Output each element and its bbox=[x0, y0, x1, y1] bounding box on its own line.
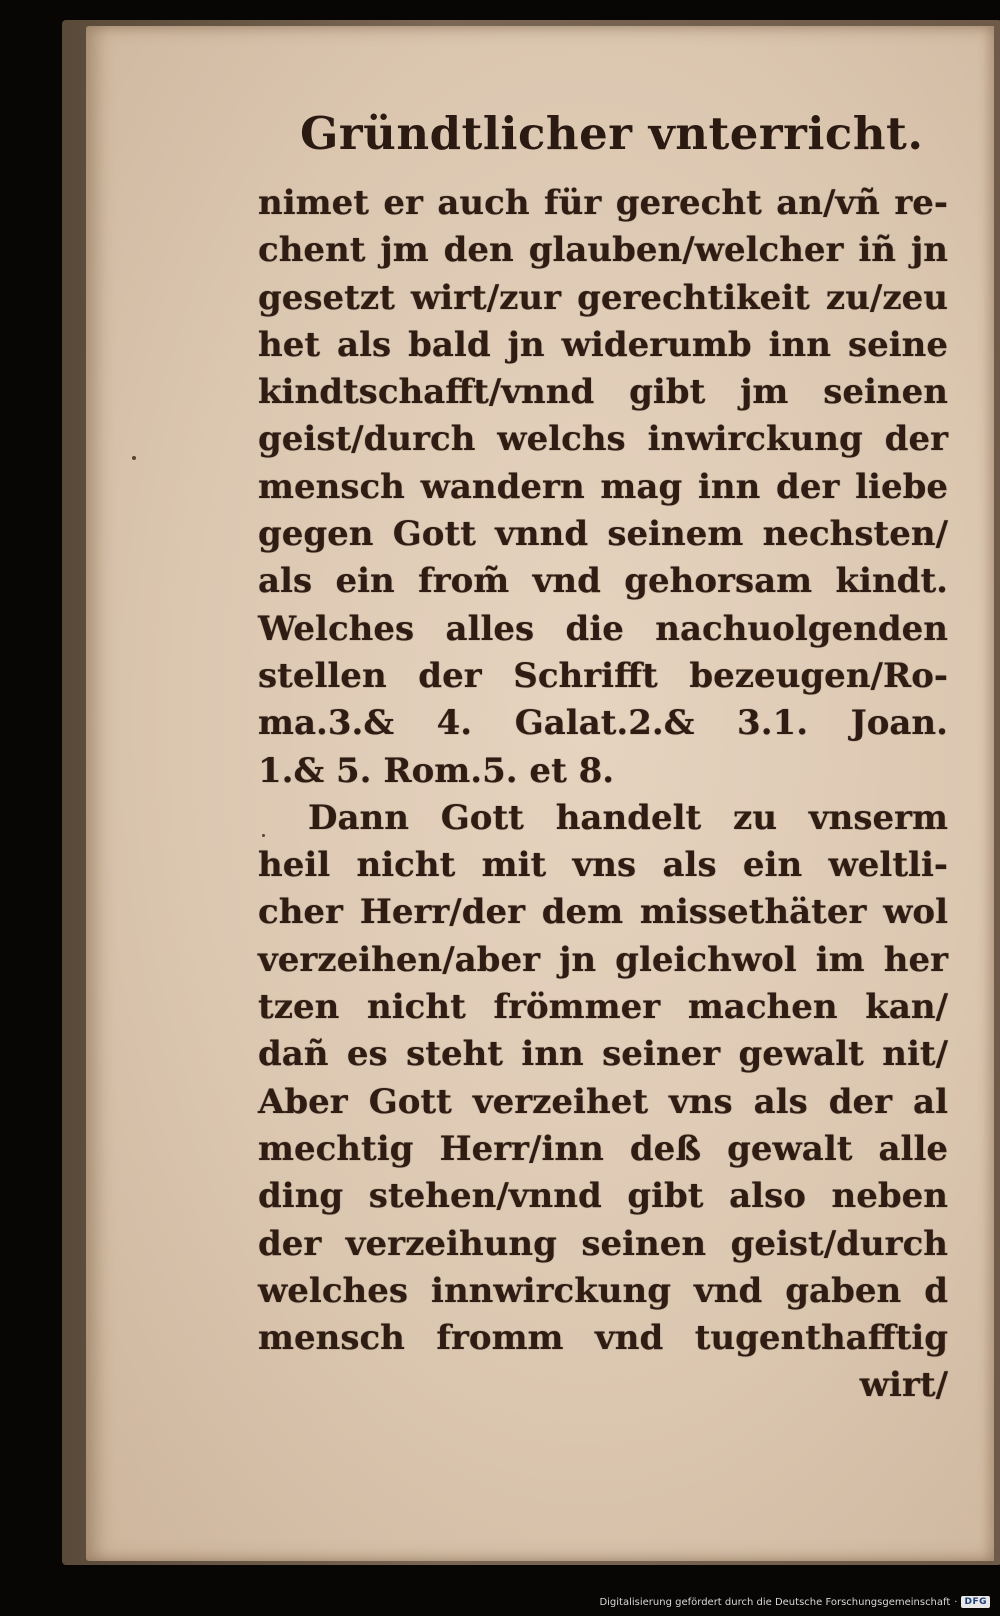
text-line: het als bald jn widerumb inn seine bbox=[258, 324, 948, 365]
body-text bbox=[258, 180, 948, 1410]
text-line: mensch fromm vnd tugenthafftig bbox=[258, 1318, 948, 1359]
text-line: ma.3.& 4. Galat.2.& 3.1. Joan. bbox=[258, 703, 948, 744]
text-line: ding stehen/vnnd gibt also neben bbox=[258, 1176, 948, 1217]
catchword: wirt/ bbox=[859, 1365, 948, 1406]
text-line: gesetzt wirt/zur gerechtikeit zu/zeu bbox=[258, 277, 948, 318]
text-line: kindtschafft/vnnd gibt jm seinen bbox=[258, 372, 948, 413]
text-line: gegen Gott vnnd seinem nechsten/ bbox=[258, 514, 948, 555]
running-head: Gründtlicher vnterricht. bbox=[300, 107, 924, 160]
text-line: cher Herr/der dem missethäter wol bbox=[258, 892, 948, 933]
text-line: 1.& 5. Rom.5. et 8. bbox=[258, 750, 615, 791]
text-line: geist/durch welchs inwirckung der bbox=[258, 419, 948, 460]
digitization-credit bbox=[599, 1596, 990, 1608]
text-line: nimet er auch für gerecht an/vñ re- bbox=[258, 183, 948, 223]
text-line: Aber Gott verzeihet vns als der al bbox=[258, 1081, 948, 1122]
text-line: heil nicht mit vns als ein weltli- bbox=[258, 845, 948, 886]
text-line: als ein from̃ vnd gehorsam kindt. bbox=[258, 561, 948, 602]
text-line: tzen nicht frömmer machen kan/ bbox=[258, 987, 948, 1028]
text-line: mensch wandern mag inn der liebe bbox=[258, 466, 948, 507]
text-line: verzeihen/aber jn gleichwol im her bbox=[258, 939, 948, 980]
text-line: der verzeihung seinen geist/durch bbox=[258, 1223, 948, 1264]
credit-separator: · bbox=[954, 1596, 958, 1608]
text-line: Welches alles die nachuolgenden bbox=[258, 608, 948, 649]
credit-text: Digitalisierung gefördert durch die Deutsche Forschungsgemeinschaft bbox=[599, 1596, 951, 1608]
text-line: welches innwirckung vnd gaben d bbox=[258, 1270, 948, 1311]
page-speck bbox=[132, 456, 136, 460]
text-line: dañ es steht inn seiner gewalt nit/ bbox=[258, 1034, 948, 1075]
dfg-logo-icon[interactable]: DFG bbox=[961, 1596, 990, 1608]
text-line: mechtig Herr/inn deß gewalt alle bbox=[258, 1128, 948, 1169]
text-line: stellen der Schrifft bezeugen/Ro- bbox=[258, 655, 948, 696]
text-line: Dann Gott handelt zu vnserm bbox=[308, 797, 948, 838]
text-line: chent jm den glauben/welcher iñ jn bbox=[258, 230, 948, 271]
